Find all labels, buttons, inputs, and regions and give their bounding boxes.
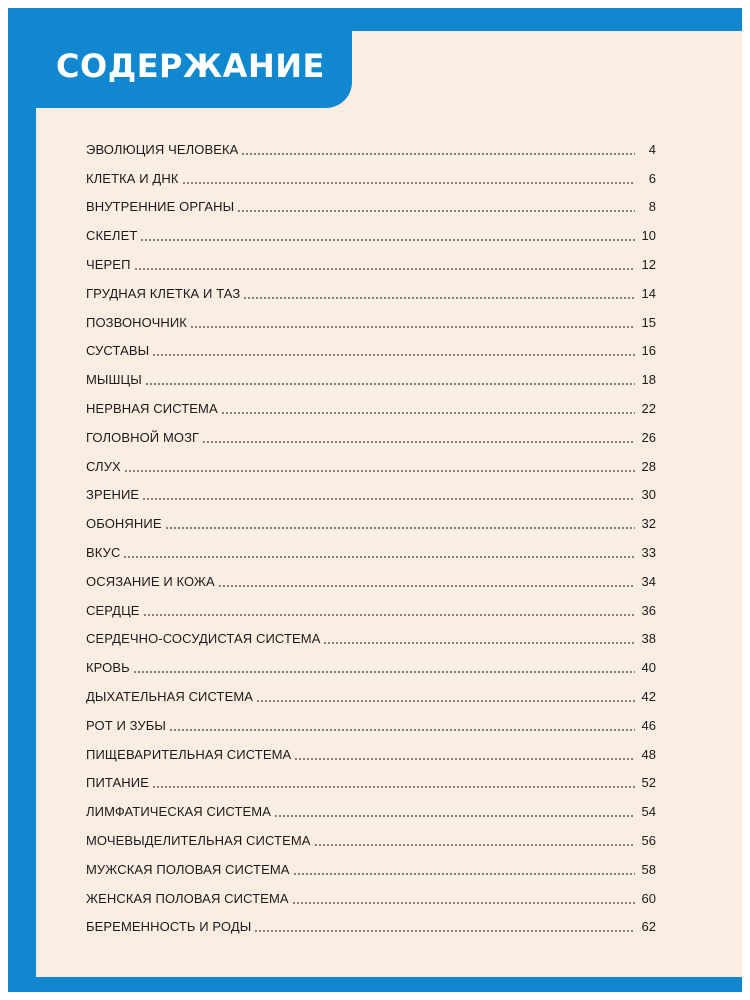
- toc-entry: [86, 907, 656, 936]
- dot-leader: [202, 441, 635, 443]
- toc-entry: [86, 734, 656, 763]
- toc-entry-title: КЛЕТКА И ДНК: [86, 170, 179, 186]
- toc-page-number: 56: [641, 832, 656, 848]
- dot-leader: [254, 930, 635, 932]
- dot-leader: [124, 470, 635, 472]
- toc-entry: [86, 331, 656, 360]
- toc-page-number: 28: [641, 458, 656, 474]
- dot-leader: [134, 268, 635, 270]
- dot-leader: [182, 182, 636, 184]
- toc-entry: [86, 532, 656, 561]
- toc-page-number: 6: [648, 170, 656, 186]
- dot-leader: [314, 844, 635, 846]
- dot-leader: [243, 297, 635, 299]
- dot-leader: [145, 383, 635, 385]
- dot-leader: [190, 326, 635, 328]
- dot-leader: [294, 758, 635, 760]
- dot-leader: [123, 556, 635, 558]
- toc-entry-title: БЕРЕМЕННОСТЬ И РОДЫ: [86, 919, 252, 935]
- toc-page-number: 38: [641, 631, 656, 647]
- toc-page-number: 4: [648, 141, 656, 157]
- toc-entry-title: РОТ И ЗУБЫ: [86, 717, 167, 733]
- toc-page-number: 18: [641, 372, 656, 388]
- toc-entry: [86, 446, 656, 475]
- toc-page-number: 8: [648, 199, 656, 215]
- toc-entry-title: ЗРЕНИЕ: [86, 487, 140, 503]
- toc-entry-title: НЕРВНАЯ СИСТЕМА: [86, 400, 218, 416]
- toc-entry: [86, 590, 656, 619]
- toc-entry: [86, 359, 656, 388]
- toc-page-number: 12: [641, 256, 656, 272]
- toc-page-number: 36: [641, 602, 656, 618]
- toc-entry-title: ВКУС: [86, 544, 121, 560]
- dot-leader: [323, 642, 635, 644]
- toc-entry: [86, 417, 656, 446]
- toc-entry-title: СУСТАВЫ: [86, 343, 150, 359]
- toc-page-number: 40: [641, 660, 656, 676]
- toc-entry-title: ГРУДНАЯ КЛЕТКА И ТАЗ: [86, 285, 241, 301]
- dot-leader: [237, 210, 635, 212]
- toc-page-number: 15: [641, 314, 656, 330]
- toc-entry: [86, 763, 656, 792]
- toc-entry-title: КРОВЬ: [86, 660, 130, 676]
- dot-leader: [152, 354, 635, 356]
- toc-entry: [86, 791, 656, 820]
- toc-page-number: 22: [641, 400, 656, 416]
- toc-entry: [86, 820, 656, 849]
- toc-page-number: 42: [641, 688, 656, 704]
- toc-entry-title: МОЧЕВЫДЕЛИТЕЛЬНАЯ СИСТЕМА: [86, 832, 311, 848]
- dot-leader: [152, 786, 635, 788]
- toc-page-number: 48: [641, 746, 656, 762]
- toc-entry: [86, 215, 656, 244]
- dot-leader: [218, 585, 635, 587]
- toc-entry-title: ЖЕНСКАЯ ПОЛОВАЯ СИСТЕМА: [86, 890, 289, 906]
- toc-entry-title: СЕРДЦЕ: [86, 602, 140, 618]
- page-title: СОДЕРЖАНИЕ: [56, 47, 325, 85]
- dot-leader: [169, 729, 635, 731]
- toc-entry-title: ПИЩЕВАРИТЕЛЬНАЯ СИСТЕМА: [86, 746, 292, 762]
- toc-entry-title: МУЖСКАЯ ПОЛОВАЯ СИСТЕМА: [86, 861, 290, 877]
- toc-entry: [86, 187, 656, 216]
- toc-entry-title: ПИТАНИЕ: [86, 775, 149, 791]
- toc-page-number: 16: [641, 343, 656, 359]
- toc-page-number: 30: [641, 487, 656, 503]
- toc-entry-title: ЭВОЛЮЦИЯ ЧЕЛОВЕКА: [86, 141, 239, 157]
- toc-entry-title: МЫШЦЫ: [86, 372, 142, 388]
- toc-entry: [86, 158, 656, 187]
- toc-entry-title: ОБОНЯНИЕ: [86, 516, 162, 532]
- dot-leader: [133, 671, 635, 673]
- toc-entry: [86, 388, 656, 417]
- toc-entry: [86, 129, 656, 158]
- toc-page-number: 34: [641, 573, 656, 589]
- dot-leader: [165, 527, 635, 529]
- toc-entry: [86, 705, 656, 734]
- toc-page-number: 32: [641, 516, 656, 532]
- dot-leader: [274, 815, 635, 817]
- toc-entry-title: ВНУТРЕННИЕ ОРГАНЫ: [86, 199, 235, 215]
- dot-leader: [142, 498, 635, 500]
- toc-entry: [86, 244, 656, 273]
- toc-page-number: 46: [641, 717, 656, 733]
- toc-entry-title: ОСЯЗАНИЕ И КОЖА: [86, 573, 215, 589]
- toc-entry-title: ЧЕРЕП: [86, 256, 131, 272]
- dot-leader: [241, 153, 635, 155]
- toc-page-number: 62: [641, 919, 656, 935]
- toc-entry-title: СЕРДЕЧНО-СОСУДИСТАЯ СИСТЕМА: [86, 631, 321, 647]
- toc-entry: [86, 475, 656, 504]
- toc-entry: [86, 561, 656, 590]
- dot-leader: [140, 239, 635, 241]
- dot-leader: [256, 700, 635, 702]
- toc-entry-title: СКЕЛЕТ: [86, 228, 138, 244]
- dot-leader: [221, 412, 635, 414]
- toc-entry-title: ГОЛОВНОЙ МОЗГ: [86, 429, 200, 445]
- toc-page-number: 54: [641, 804, 656, 820]
- dot-leader: [292, 902, 635, 904]
- toc-page-number: 52: [641, 775, 656, 791]
- toc-page-number: 33: [641, 544, 656, 560]
- toc-entry: [86, 302, 656, 331]
- toc-page-number: 26: [641, 429, 656, 445]
- toc-entry: [86, 878, 656, 907]
- toc-entry-title: ПОЗВОНОЧНИК: [86, 314, 187, 330]
- toc-page-number: 60: [641, 890, 656, 906]
- toc-entry: [86, 676, 656, 705]
- table-of-contents: [86, 129, 656, 935]
- toc-page-number: 14: [641, 285, 656, 301]
- toc-entry-title: СЛУХ: [86, 458, 121, 474]
- toc-entry: [86, 619, 656, 648]
- dot-leader: [143, 614, 635, 616]
- toc-entry: [86, 647, 656, 676]
- toc-entry: [86, 849, 656, 878]
- toc-entry-title: ДЫХАТЕЛЬНАЯ СИСТЕМА: [86, 688, 254, 704]
- toc-page-number: 10: [641, 228, 656, 244]
- toc-entry-title: ЛИМФАТИЧЕСКАЯ СИСТЕМА: [86, 804, 271, 820]
- toc-entry: [86, 503, 656, 532]
- toc-page-number: 58: [641, 861, 656, 877]
- toc-entry: [86, 273, 656, 302]
- dot-leader: [293, 873, 635, 875]
